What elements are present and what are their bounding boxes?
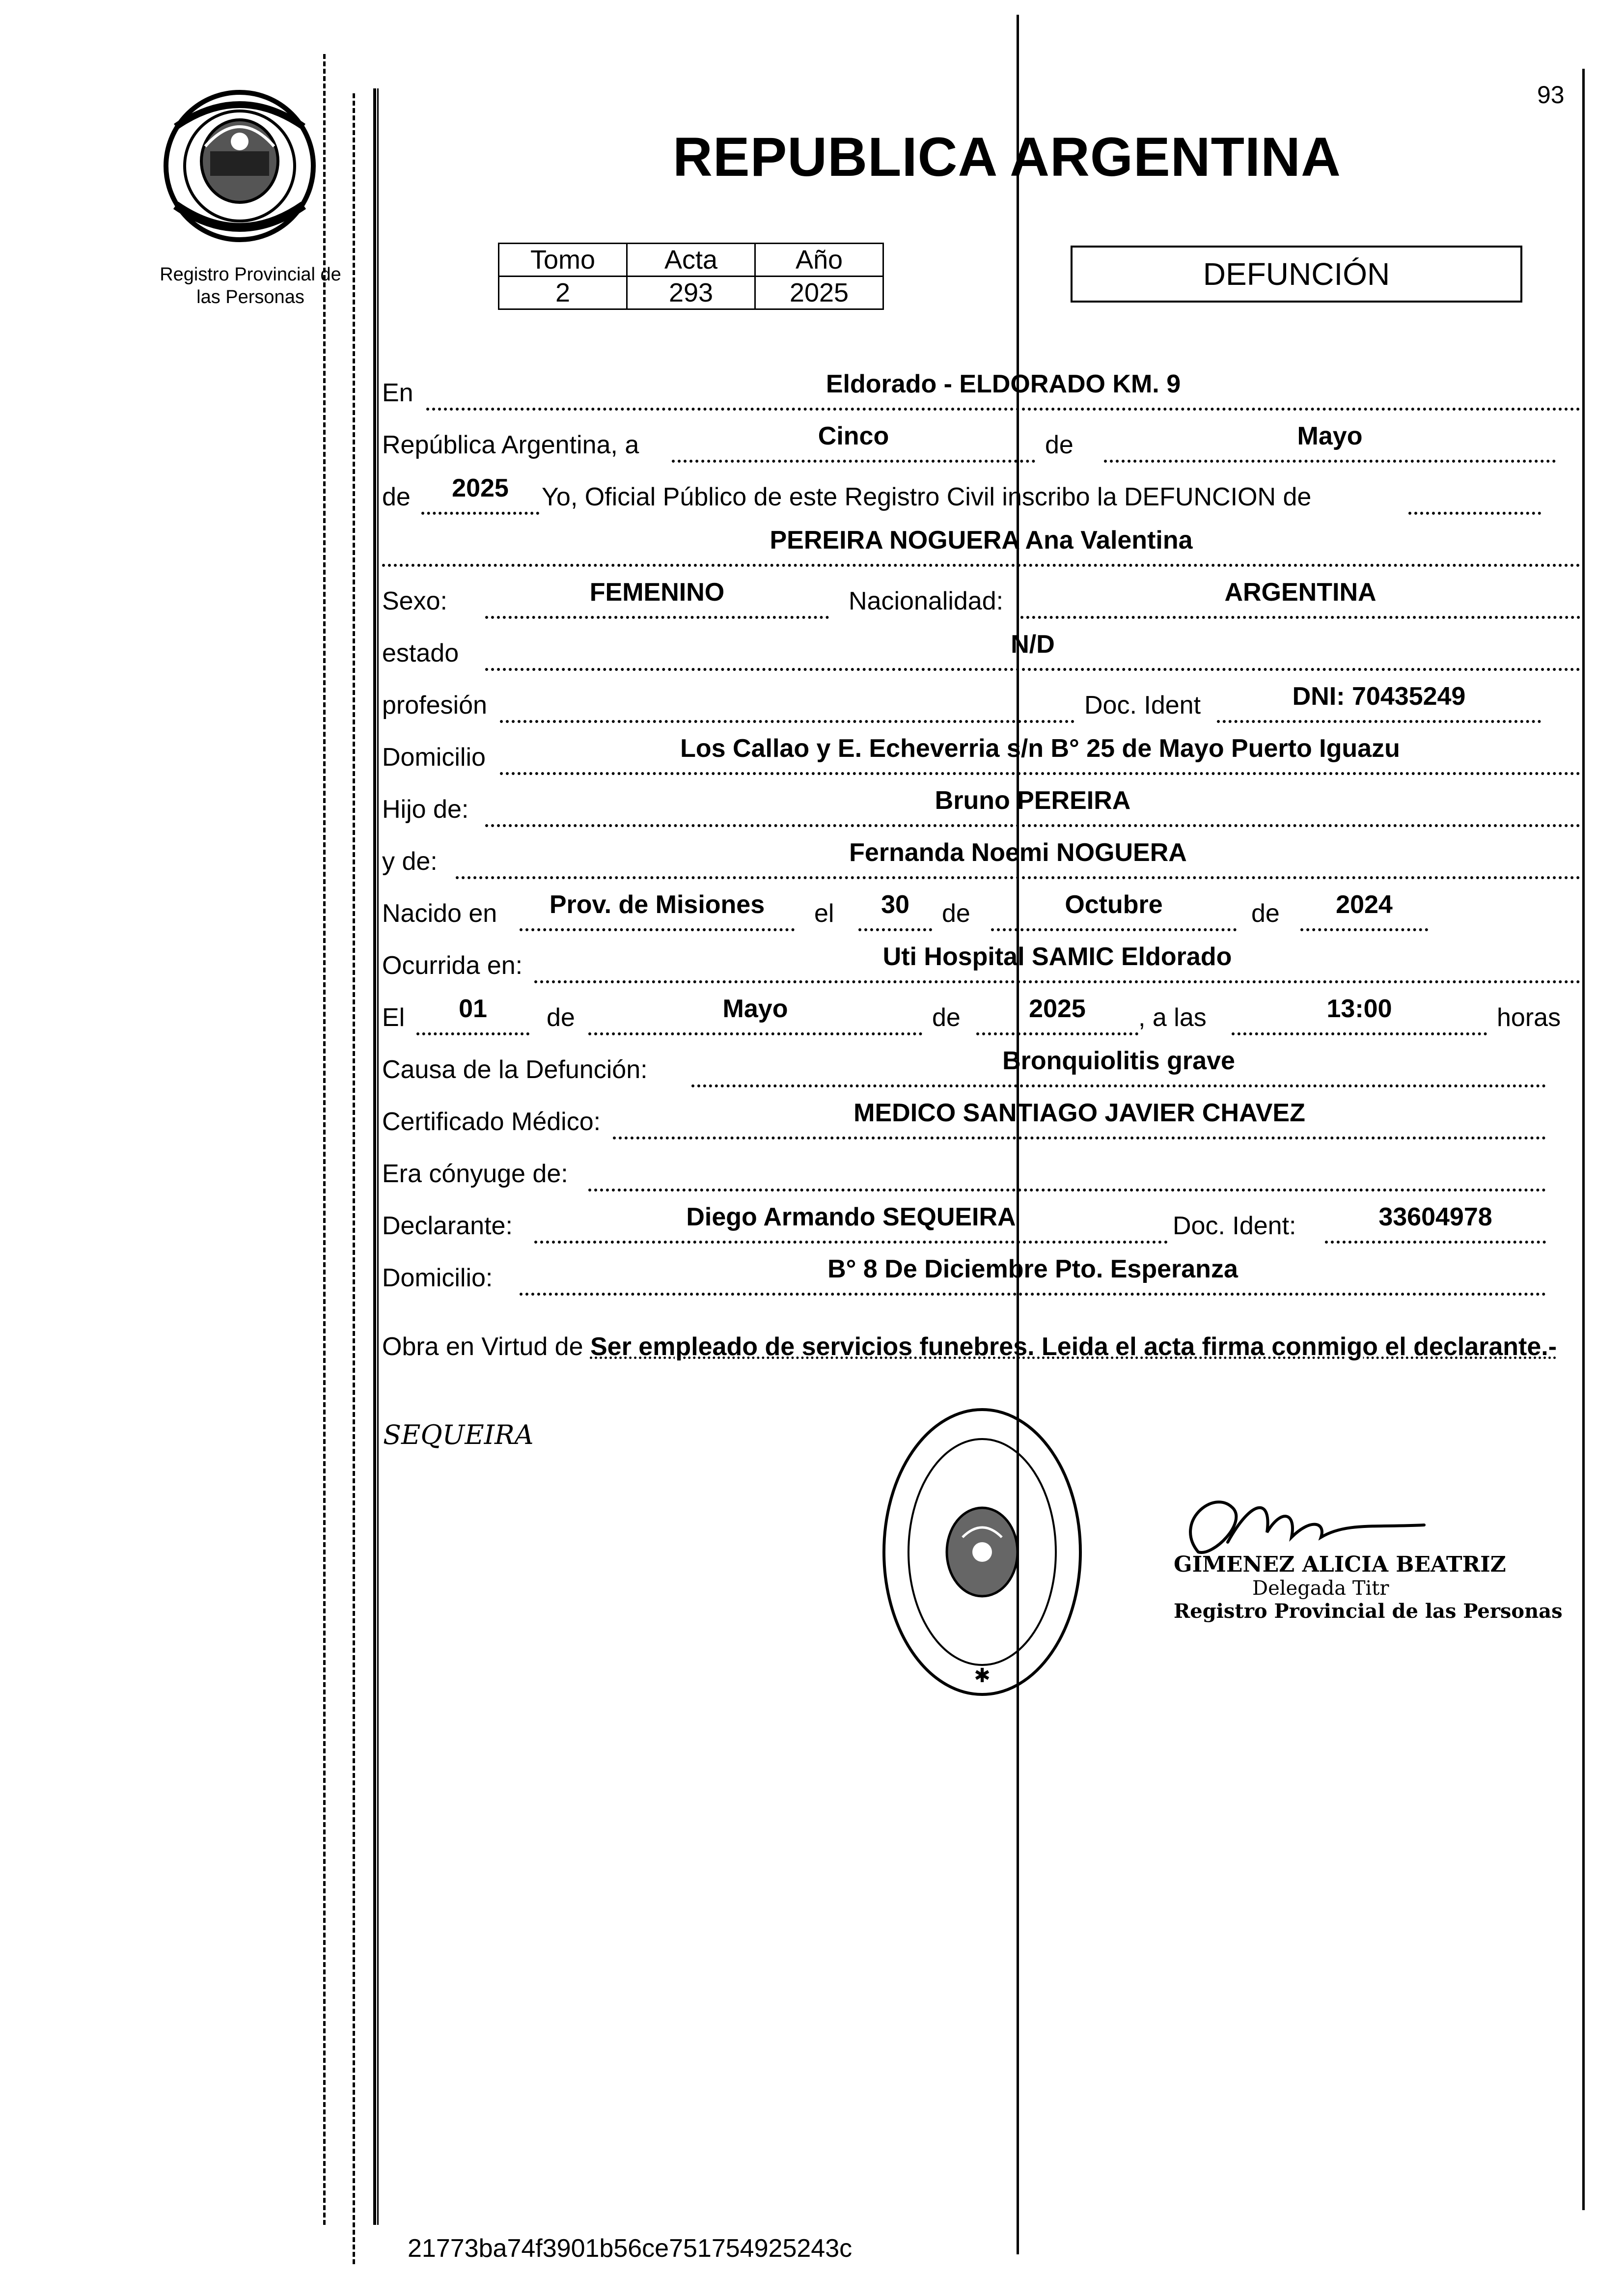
value-name: PEREIRA NOGUERA Ana Valentina bbox=[770, 526, 1193, 554]
value-birth-year: 2024 bbox=[1336, 890, 1393, 919]
field-doc bbox=[1217, 673, 1541, 723]
row-cause bbox=[382, 1045, 1580, 1092]
field-address bbox=[500, 725, 1580, 775]
declarant-signature: SEQUEIRA bbox=[383, 1419, 534, 1450]
field-occurred bbox=[534, 933, 1580, 983]
row-declarant bbox=[382, 1201, 1580, 1248]
svg-text:✱: ✱ bbox=[974, 1664, 991, 1687]
field-name bbox=[382, 517, 1580, 567]
value-declarant: Diego Armando SEQUEIRA bbox=[686, 1203, 1016, 1231]
label-birth-de: de bbox=[942, 899, 970, 928]
field-declarant-doc bbox=[1325, 1193, 1546, 1244]
provincial-seal-icon bbox=[156, 87, 323, 245]
row-profession bbox=[382, 681, 1580, 728]
inscribo-text: Yo, Oficial Público de este Registro Civil inscribo la DEFUNCION de bbox=[542, 483, 1312, 511]
value-acta: 293 bbox=[627, 277, 755, 309]
value-certificate: MEDICO SANTIAGO JAVIER CHAVEZ bbox=[853, 1099, 1305, 1127]
row-father bbox=[382, 785, 1580, 832]
field-birth-year bbox=[1300, 881, 1428, 931]
label-father: Hijo de: bbox=[382, 795, 469, 824]
field-cause bbox=[691, 1037, 1546, 1087]
value-tomo: 2 bbox=[499, 277, 627, 309]
row-year bbox=[382, 472, 1580, 520]
value-declarant-doc: 33604978 bbox=[1378, 1203, 1492, 1231]
header-anio: Año bbox=[755, 244, 883, 277]
label-grounds: Obra en Virtud de bbox=[382, 1332, 583, 1361]
value-death-year: 2025 bbox=[1029, 995, 1086, 1023]
label-hours: horas bbox=[1497, 1003, 1561, 1032]
field-sex bbox=[485, 569, 829, 619]
perforation-line-1 bbox=[323, 54, 326, 2225]
official-signature-block bbox=[1174, 1552, 1563, 1623]
label-cause: Causa de la Defunción: bbox=[382, 1055, 648, 1084]
row-birth bbox=[382, 889, 1580, 936]
value-birth-month: Octubre bbox=[1065, 890, 1163, 919]
row-name bbox=[382, 525, 1580, 572]
page-title: REPUBLICA ARGENTINA bbox=[673, 126, 1341, 188]
field-declarant bbox=[534, 1193, 1168, 1244]
label-nationality: Nacionalidad: bbox=[849, 587, 1004, 615]
value-sex: FEMENINO bbox=[589, 578, 725, 607]
field-death-month bbox=[588, 985, 922, 1035]
field-hour bbox=[1232, 985, 1487, 1035]
official-role: Delegada Titr bbox=[1252, 1577, 1389, 1600]
field-birth-place bbox=[520, 881, 795, 931]
row-address bbox=[382, 733, 1580, 780]
label-doc: Doc. Ident bbox=[1084, 691, 1201, 720]
row-status bbox=[382, 629, 1580, 676]
value-place: Eldorado - ELDORADO KM. 9 bbox=[826, 370, 1181, 398]
row-certificate bbox=[382, 1097, 1580, 1144]
value-month: Mayo bbox=[1297, 422, 1363, 450]
field-death-day bbox=[416, 985, 529, 1035]
document-hash: 21773ba74f3901b56ce751754925243c bbox=[408, 2234, 853, 2263]
right-margin-line bbox=[1582, 69, 1585, 2210]
header-tomo: Tomo bbox=[499, 244, 627, 277]
row-place bbox=[382, 368, 1580, 416]
label-certificate: Certificado Médico: bbox=[382, 1108, 601, 1136]
field-inscribo-tail bbox=[1408, 465, 1541, 515]
value-birth-place: Prov. de Misiones bbox=[549, 890, 765, 919]
row-mother bbox=[382, 837, 1580, 884]
value-year: 2025 bbox=[452, 474, 509, 502]
label-death-de2: de bbox=[932, 1003, 961, 1032]
value-birth-day: 30 bbox=[881, 890, 909, 919]
value-hour: 13:00 bbox=[1326, 995, 1392, 1023]
label-de2: de bbox=[382, 483, 411, 511]
label-address: Domicilio bbox=[382, 743, 486, 772]
label-death-el: El bbox=[382, 1003, 405, 1032]
field-profession bbox=[500, 673, 1074, 723]
row-occurred bbox=[382, 941, 1580, 988]
label-republica: República Argentina, a bbox=[382, 431, 639, 459]
value-status: N/D bbox=[1011, 630, 1055, 659]
value-death-month: Mayo bbox=[722, 995, 788, 1023]
field-status bbox=[485, 621, 1580, 671]
field-father bbox=[485, 777, 1580, 827]
row-declarant-address bbox=[382, 1253, 1580, 1301]
label-birth-place: Nacido en bbox=[382, 899, 497, 928]
page-number: 93 bbox=[1537, 81, 1565, 109]
label-spouse: Era cónyuge de: bbox=[382, 1160, 568, 1188]
row-sex bbox=[382, 577, 1580, 624]
left-margin-line-inner bbox=[377, 88, 379, 2225]
value-anio: 2025 bbox=[755, 277, 883, 309]
row-grounds bbox=[382, 1329, 1580, 1364]
value-doc: DNI: 70435249 bbox=[1292, 682, 1466, 711]
registry-caption-line2: las Personas bbox=[196, 287, 304, 307]
label-declarant: Declarante: bbox=[382, 1212, 513, 1240]
row-death-date bbox=[382, 993, 1580, 1040]
field-day bbox=[672, 413, 1035, 463]
field-spouse bbox=[588, 1141, 1546, 1192]
value-grounds: Ser empleado de servicios funebres. Leida el acta firma conmigo el declarante.- bbox=[590, 1332, 1557, 1361]
label-de: de bbox=[1045, 431, 1073, 459]
field-mother bbox=[456, 829, 1580, 879]
official-org: Registro Provincial de las Personas bbox=[1174, 1600, 1563, 1623]
row-date bbox=[382, 420, 1580, 468]
header-acta: Acta bbox=[627, 244, 755, 277]
value-occurred: Uti Hospital SAMIC Eldorado bbox=[882, 942, 1232, 971]
registry-stamp-icon bbox=[879, 1405, 1085, 1699]
registry-caption bbox=[152, 263, 349, 308]
registry-caption-line1: Registro Provincial de bbox=[160, 264, 341, 285]
label-mother: y de: bbox=[382, 847, 438, 876]
registration-table bbox=[498, 243, 884, 310]
label-declarant-address: Domicilio: bbox=[382, 1264, 493, 1292]
label-birth-el: el bbox=[814, 899, 834, 928]
perforation-line-2 bbox=[353, 93, 355, 2264]
record-type-box: DEFUNCIÓN bbox=[1071, 246, 1522, 303]
label-status: estado bbox=[382, 639, 459, 667]
value-death-day: 01 bbox=[459, 995, 487, 1023]
label-death-de: de bbox=[547, 1003, 575, 1032]
value-address: Los Callao y E. Echeverria s/n B° 25 de Mayo Puerto Iguazu bbox=[680, 734, 1400, 763]
field-birth-month bbox=[991, 881, 1237, 931]
value-declarant-address: B° 8 De Diciembre Pto. Esperanza bbox=[827, 1255, 1238, 1283]
label-profession: profesión bbox=[382, 691, 487, 720]
field-place bbox=[426, 360, 1580, 411]
left-margin-line bbox=[373, 88, 376, 2225]
label-declarant-doc: Doc. Ident: bbox=[1173, 1212, 1296, 1240]
label-birth-de2: de bbox=[1251, 899, 1280, 928]
value-nationality: ARGENTINA bbox=[1224, 578, 1376, 607]
field-certificate bbox=[613, 1089, 1546, 1139]
value-day: Cinco bbox=[818, 422, 889, 450]
field-month bbox=[1104, 413, 1556, 463]
field-nationality bbox=[1020, 569, 1580, 619]
value-cause: Bronquiolitis grave bbox=[1002, 1047, 1235, 1075]
official-name: GIMENEZ ALICIA BEATRIZ bbox=[1174, 1552, 1506, 1577]
row-spouse bbox=[382, 1149, 1580, 1196]
label-en: En bbox=[382, 379, 413, 407]
field-birth-day bbox=[858, 881, 932, 931]
value-father: Bruno PEREIRA bbox=[935, 786, 1131, 815]
label-sex: Sexo: bbox=[382, 587, 447, 615]
value-mother: Fernanda Noemi NOGUERA bbox=[849, 838, 1187, 867]
field-declarant-address bbox=[520, 1246, 1546, 1296]
label-at-hours: , a las bbox=[1138, 1003, 1207, 1032]
label-occurred: Ocurrida en: bbox=[382, 951, 523, 980]
field-death-year bbox=[976, 985, 1138, 1035]
field-year bbox=[421, 465, 539, 515]
